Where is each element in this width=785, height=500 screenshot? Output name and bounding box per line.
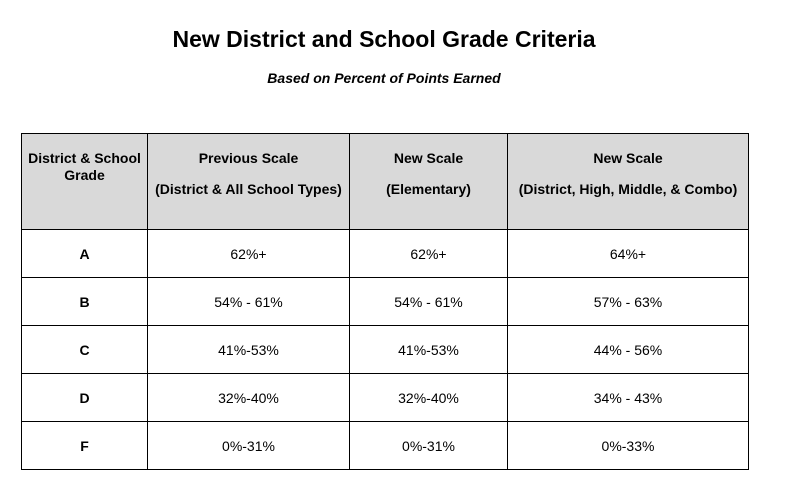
table-row [22, 374, 749, 422]
grade-cell: F [22, 422, 148, 470]
header-new-scale-district [508, 134, 749, 230]
header-label: Previous Scale [198, 150, 299, 166]
district-scale-cell: 34% - 43% [508, 374, 749, 422]
grade-cell: B [22, 278, 148, 326]
previous-scale-cell: 32%-40% [148, 374, 350, 422]
district-scale-cell: 64%+ [508, 230, 749, 278]
grade-criteria-table [21, 133, 749, 470]
header-sublabel: (Elementary) [386, 181, 471, 197]
previous-scale-cell: 41%-53% [148, 326, 350, 374]
previous-scale-cell: 54% - 61% [148, 278, 350, 326]
table-header-row [22, 134, 749, 230]
header-label: District & School Grade [28, 150, 141, 183]
header-new-scale-elementary [350, 134, 508, 230]
document-title: New District and School Grade Criteria [172, 26, 596, 52]
header-sublabel: (District & All School Types) [155, 181, 342, 197]
header-label: New Scale [393, 150, 464, 166]
table-row [22, 230, 749, 278]
district-scale-cell: 44% - 56% [508, 326, 749, 374]
document-subtitle: Based on Percent of Points Earned [267, 70, 501, 86]
grade-cell: D [22, 374, 148, 422]
district-scale-cell: 0%-33% [508, 422, 749, 470]
header-label: New Scale [593, 150, 663, 166]
elementary-scale-cell: 0%-31% [350, 422, 508, 470]
grade-cell: A [22, 230, 148, 278]
table-row [22, 326, 749, 374]
elementary-scale-cell: 54% - 61% [350, 278, 508, 326]
table-row [22, 422, 749, 470]
table-row [22, 278, 749, 326]
previous-scale-cell: 62%+ [148, 230, 350, 278]
previous-scale-cell: 0%-31% [148, 422, 350, 470]
elementary-scale-cell: 32%-40% [350, 374, 508, 422]
elementary-scale-cell: 62%+ [350, 230, 508, 278]
grade-cell: C [22, 326, 148, 374]
header-district-school-grade [22, 134, 148, 230]
header-previous-scale [148, 134, 350, 230]
district-scale-cell: 57% - 63% [508, 278, 749, 326]
elementary-scale-cell: 41%-53% [350, 326, 508, 374]
header-sublabel: (District, High, Middle, & Combo) [518, 181, 738, 197]
